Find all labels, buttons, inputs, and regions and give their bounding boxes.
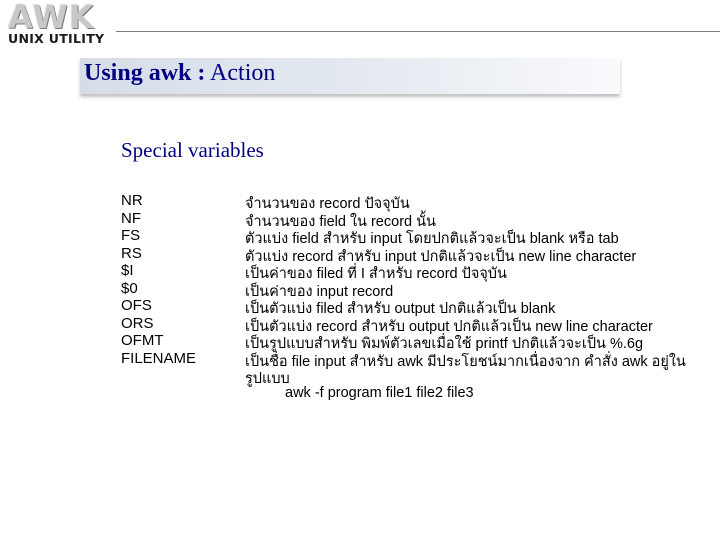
variable-description: เป็นตัวแบ่ง record สำหรับ output ปกติแล้วเป็น new line character [245, 318, 653, 335]
slide-title [84, 60, 275, 87]
section-subtitle: Special variables [121, 138, 264, 162]
variable-description: จำนวนของ record ปัจจุบัน [245, 196, 410, 212]
variable-description: ตัวแบ่ง field สำหรับ input โดยปกติแล้วจะเป็น blank หรือ tab [245, 231, 619, 247]
awk-command-example: awk -f program file1 file2 file3 [285, 384, 474, 401]
variable-name: RS [121, 244, 142, 262]
slide-title-rest: Action [205, 60, 276, 86]
filename-continuation: รูปแบบ [245, 371, 290, 387]
variable-name: FS [121, 227, 141, 244]
variable-name: OFMT [121, 332, 164, 349]
logo-subtitle: UNIX UTILITY [8, 31, 105, 46]
variable-name: NR [121, 192, 143, 209]
logo-title: AWK [8, 0, 95, 36]
variable-name: OFS [121, 297, 152, 314]
variable-name: ORS [121, 314, 154, 332]
header-divider [116, 31, 720, 32]
variable-description: จำนวนของ field ใน record นั้น [245, 213, 436, 230]
variable-description: เป็นชื่อ file input สำหรับ awk มีประโยชน์มากเนื่องจาก คำสั่ง awk อยู่ใน [245, 353, 686, 370]
variable-name: FILENAME [121, 349, 197, 367]
variable-name: $0 [121, 279, 138, 297]
slide-title-bold: Using awk : [84, 60, 206, 86]
variable-description: ตัวแบ่ง record สำหรับ input ปกติแล้วจะเป็น new line character [245, 248, 637, 265]
variable-description: เป็นรูปแบบสำหรับ พิมพ์ตัวเลขเมื่อใช้ printf ปกติแล้วจะเป็น %.6g [245, 336, 644, 352]
awk-unix-utility-logo [6, 2, 116, 48]
variable-description: เป็นตัวแบ่ง filed สำหรับ output ปกติแล้วเป็น blank [245, 301, 556, 317]
variable-description: เป็นค่าของ filed ที่ I สำหรับ record ปัจจุบัน [245, 266, 507, 282]
variable-name: NF [121, 209, 141, 227]
variable-description: เป็นค่าของ input record [245, 283, 394, 300]
variable-name: $I [121, 262, 134, 279]
